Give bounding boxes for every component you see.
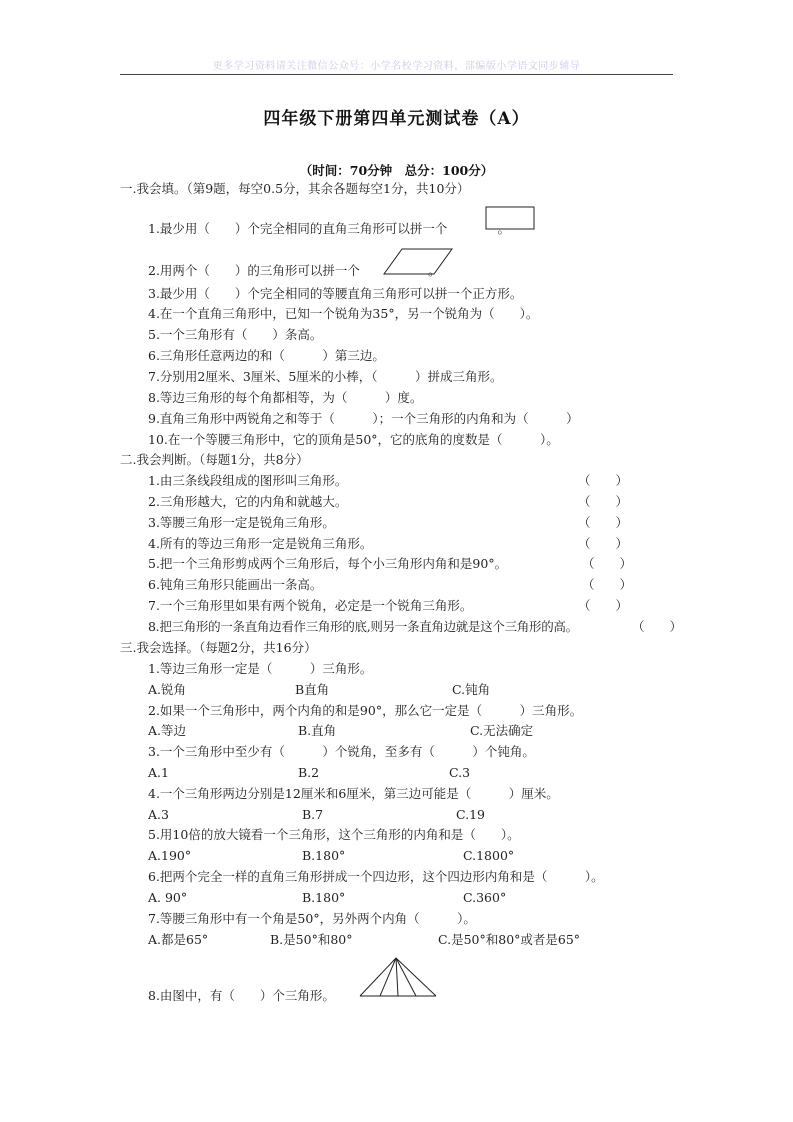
s3-q6-option-b[interactable]: B.180°: [302, 890, 346, 905]
s2-q5: 5.把一个三角形剪成两个三角形后，每个小三角形内角和是90°。: [148, 556, 508, 571]
s2-q1-answer[interactable]: （ ）: [578, 473, 629, 488]
parallelogram-shape: [384, 247, 454, 277]
s3-q1: 1.等边三角形一定是（ ）三角形。: [148, 661, 373, 676]
page-title: 四年级下册第四单元测试卷（A）: [263, 109, 530, 129]
s1-q1: [148, 221, 510, 237]
s3-q5-option-b[interactable]: B.180°: [302, 848, 346, 863]
header-rule: [120, 74, 673, 75]
s3-q2-option-b[interactable]: B.直角: [298, 723, 337, 738]
s2-q6-answer[interactable]: （ ）: [582, 577, 633, 592]
s2-q1: 1.由三条线段组成的图形叫三角形。: [148, 473, 348, 488]
s3-q4: 4.一个三角形两边分别是12厘米和6厘米，第三边可能是（ ）厘米。: [148, 786, 559, 801]
s3-q3: 3.一个三角形中至少有（ ）个锐角，至多有（ ）个钝角。: [148, 744, 535, 759]
s3-q7: 7.等腰三角形中有一个角是50°，另外两个内角（ ）。: [148, 911, 476, 926]
section1-heading: 一.我会填。（第9题，每空0.5分，其余各题每空1分，共10分）: [120, 181, 470, 196]
triangle-figure: [358, 956, 438, 1000]
s1-q8: 8.等边三角形的每个角都相等，为（ ）度。: [148, 390, 423, 405]
s3-q1-option-c[interactable]: C.钝角: [452, 682, 491, 697]
s3-q5-option-a[interactable]: A.190°: [148, 848, 192, 863]
s1-q10: 10.在一个等腰三角形中，它的顶角是50°，它的底角的度数是（ ）。: [148, 432, 559, 447]
s3-q3-option-c[interactable]: C.3: [449, 765, 471, 780]
s2-q2: 2.三角形越大，它的内角和就越大。: [148, 494, 348, 509]
s2-q4: 4.所有的等边三角形一定是锐角三角形。: [148, 536, 373, 551]
s1-q4: 4.在一个直角三角形中，已知一个锐角为35°，另一个锐角为（ ）。: [148, 306, 539, 321]
s1-q3: 3.最少用（ ）个完全相同的等腰直角三角形可以拼一个正方形。: [148, 286, 523, 301]
s2-q3: 3.等腰三角形一定是锐角三角形。: [148, 515, 335, 530]
exam-info: （时间：70分钟 总分：100分）: [299, 163, 494, 178]
s1-q2-end: 。: [427, 263, 441, 278]
s3-q7-option-c[interactable]: C.是50°和80°或者是65°: [438, 932, 581, 947]
s3-q8: 8.由图中，有（ ）个三角形。: [148, 988, 335, 1003]
header-note: 更多学习资料请关注微信公众号：小学名校学习资料，部编版小学语文同步辅导: [212, 61, 581, 72]
s3-q7-option-b[interactable]: B.是50°和80°: [270, 932, 353, 947]
s3-q4-option-b[interactable]: B.7: [302, 807, 324, 822]
s3-q3-option-b[interactable]: B.2: [298, 765, 320, 780]
s3-q2: 2.如果一个三角形中，两个内角的和是90°，那么它一定是（ ）三角形。: [148, 703, 583, 718]
s3-q6-option-c[interactable]: C.360°: [463, 890, 507, 905]
s3-q5-option-c[interactable]: C.1800°: [463, 848, 515, 863]
s3-q4-option-a[interactable]: A.3: [148, 807, 169, 822]
s1-q1-text: 1.最少用（ ）个完全相同的直角三角形可以拼一个: [148, 221, 448, 236]
s2-q6: 6.钝角三角形只能画出一条高。: [148, 577, 323, 592]
s3-q2-option-a[interactable]: A.等边: [148, 723, 187, 738]
s3-q6: 6.把两个完全一样的直角三角形拼成一个四边形，这个四边形内角和是（ ）。: [148, 869, 604, 884]
s3-q6-option-a[interactable]: A. 90°: [148, 890, 188, 905]
s2-q3-answer[interactable]: （ ）: [578, 515, 629, 530]
s3-q1-option-a[interactable]: A.锐角: [148, 682, 187, 697]
s2-q8-answer[interactable]: （ ）: [632, 619, 683, 634]
s2-q7-answer[interactable]: （ ）: [578, 598, 629, 613]
s2-q8: 8.把三角形的一条直角边看作三角形的底,则另一条直角边就是这个三角形的高。: [148, 619, 578, 634]
s3-q5: 5.用10倍的放大镜看一个三角形，这个三角形的内角和是（ ）。: [148, 827, 520, 842]
s3-q7-option-a[interactable]: A.都是65°: [148, 932, 209, 947]
s3-q1-option-b[interactable]: B直角: [295, 682, 330, 697]
section3-heading: 三.我会选择。（每题2分，共16分）: [120, 640, 317, 655]
s1-q9: 9.直角三角形中两锐角之和等于（ ）；一个三角形的内角和为（ ）: [148, 411, 579, 426]
s3-q3-option-a[interactable]: A.1: [148, 765, 169, 780]
s1-q1-end: 。: [497, 221, 510, 236]
s3-q2-option-c[interactable]: C.无法确定: [470, 723, 534, 738]
s2-q4-answer[interactable]: （ ）: [578, 536, 629, 551]
s1-q7: 7.分别用2厘米、3厘米、5厘米的小棒，（ ）拼成三角形。: [148, 369, 503, 384]
s2-q7: 7.一个三角形里如果有两个锐角，必定是一个锐角三角形。: [148, 598, 473, 613]
s2-q5-answer[interactable]: （ ）: [582, 556, 633, 571]
section2-heading: 二.我会判断。（每题1分，共8分）: [120, 452, 309, 467]
s1-q5: 5.一个三角形有（ ）条高。: [148, 327, 323, 342]
s3-q4-option-c[interactable]: C.19: [456, 807, 485, 822]
rectangle-shape: [485, 206, 537, 232]
s2-q2-answer[interactable]: （ ）: [578, 494, 629, 509]
s1-q6: 6.三角形任意两边的和（ ）第三边。: [148, 348, 385, 363]
s1-q2-text: 2.用两个（ ）的三角形可以拼一个: [148, 263, 360, 278]
